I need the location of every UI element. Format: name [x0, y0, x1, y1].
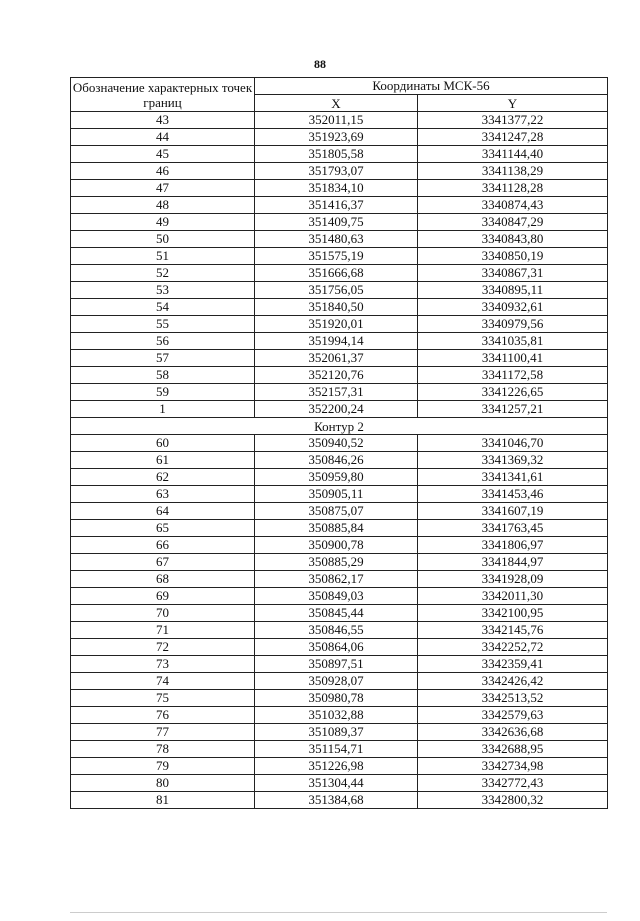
point-cell: 60	[71, 435, 255, 452]
table-row	[71, 316, 608, 333]
y-coordinate-cell: 3342579,63	[418, 707, 608, 724]
table-row	[71, 384, 608, 401]
table-row	[71, 690, 608, 707]
y-coordinate-cell: 3342011,30	[418, 588, 608, 605]
y-coordinate-cell: 3341806,97	[418, 537, 608, 554]
point-cell: 68	[71, 571, 255, 588]
table-row	[71, 435, 608, 452]
table-header	[71, 78, 608, 112]
y-coordinate-cell: 3340895,11	[418, 282, 608, 299]
point-cell: 65	[71, 520, 255, 537]
point-cell: 59	[71, 384, 255, 401]
y-coordinate-cell: 3342688,95	[418, 741, 608, 758]
y-coordinate-cell: 3342800,32	[418, 792, 608, 809]
point-cell: 49	[71, 214, 255, 231]
y-coordinate-cell: 3341226,65	[418, 384, 608, 401]
x-coordinate-cell: 352120,76	[255, 367, 418, 384]
point-cell: 67	[71, 554, 255, 571]
table-row	[71, 350, 608, 367]
table-row	[71, 248, 608, 265]
y-coordinate-cell: 3341046,70	[418, 435, 608, 452]
y-coordinate-cell: 3340932,61	[418, 299, 608, 316]
point-cell: 79	[71, 758, 255, 775]
point-cell: 48	[71, 197, 255, 214]
y-coordinate-cell: 3342513,52	[418, 690, 608, 707]
table-row	[71, 146, 608, 163]
y-coordinate-cell: 3341844,97	[418, 554, 608, 571]
x-coordinate-cell: 350875,07	[255, 503, 418, 520]
point-cell: 50	[71, 231, 255, 248]
table-row	[71, 367, 608, 384]
x-coordinate-cell: 350905,11	[255, 486, 418, 503]
y-coordinate-cell: 3341128,28	[418, 180, 608, 197]
y-coordinate-cell: 3341247,28	[418, 129, 608, 146]
x-coordinate-cell: 351923,69	[255, 129, 418, 146]
table-row	[71, 656, 608, 673]
x-coordinate-cell: 351805,58	[255, 146, 418, 163]
y-coordinate-cell: 3340843,80	[418, 231, 608, 248]
table-row	[71, 265, 608, 282]
table-row	[71, 707, 608, 724]
point-cell: 64	[71, 503, 255, 520]
x-coordinate-cell: 352157,31	[255, 384, 418, 401]
page-bottom-rule	[70, 912, 607, 913]
table-row	[71, 503, 608, 520]
section-row	[71, 418, 608, 435]
y-coordinate-cell: 3341763,45	[418, 520, 608, 537]
x-coordinate-cell: 352061,37	[255, 350, 418, 367]
table-body	[71, 112, 608, 809]
y-coordinate-cell: 3341144,40	[418, 146, 608, 163]
table-row	[71, 452, 608, 469]
point-cell: 57	[71, 350, 255, 367]
table-row	[71, 622, 608, 639]
x-coordinate-cell: 352011,15	[255, 112, 418, 129]
section-title: Контур 2	[71, 418, 608, 435]
table-row	[71, 673, 608, 690]
y-coordinate-cell: 3340867,31	[418, 265, 608, 282]
x-coordinate-cell: 351304,44	[255, 775, 418, 792]
y-column-header: Y	[418, 95, 608, 112]
table-row	[71, 758, 608, 775]
x-coordinate-cell: 350959,80	[255, 469, 418, 486]
y-coordinate-cell: 3341377,22	[418, 112, 608, 129]
x-coordinate-cell: 351793,07	[255, 163, 418, 180]
points-column-header: Обозначение характерных точек границ	[71, 78, 255, 112]
y-coordinate-cell: 3340874,43	[418, 197, 608, 214]
table-row	[71, 639, 608, 656]
table-row	[71, 197, 608, 214]
point-cell: 78	[71, 741, 255, 758]
table-row	[71, 554, 608, 571]
point-cell: 81	[71, 792, 255, 809]
table-row	[71, 469, 608, 486]
coords-column-header: Координаты МСК-56	[255, 78, 608, 95]
table-row	[71, 792, 608, 809]
x-coordinate-cell: 351480,63	[255, 231, 418, 248]
point-cell: 51	[71, 248, 255, 265]
point-cell: 58	[71, 367, 255, 384]
x-coordinate-cell: 351154,71	[255, 741, 418, 758]
table-row	[71, 163, 608, 180]
x-coordinate-cell: 350928,07	[255, 673, 418, 690]
y-coordinate-cell: 3342734,98	[418, 758, 608, 775]
y-coordinate-cell: 3340847,29	[418, 214, 608, 231]
x-coordinate-cell: 351384,68	[255, 792, 418, 809]
x-coordinate-cell: 350846,26	[255, 452, 418, 469]
x-coordinate-cell: 350862,17	[255, 571, 418, 588]
point-cell: 62	[71, 469, 255, 486]
x-coordinate-cell: 350885,84	[255, 520, 418, 537]
point-cell: 54	[71, 299, 255, 316]
table-row	[71, 129, 608, 146]
point-cell: 63	[71, 486, 255, 503]
y-coordinate-cell: 3341341,61	[418, 469, 608, 486]
x-coordinate-cell: 350900,78	[255, 537, 418, 554]
table-row	[71, 112, 608, 129]
x-coordinate-cell: 351666,68	[255, 265, 418, 282]
point-cell: 76	[71, 707, 255, 724]
table-row	[71, 520, 608, 537]
x-coordinate-cell: 351920,01	[255, 316, 418, 333]
point-cell: 47	[71, 180, 255, 197]
x-coordinate-cell: 350845,44	[255, 605, 418, 622]
x-coordinate-cell: 351032,88	[255, 707, 418, 724]
y-coordinate-cell: 3340979,56	[418, 316, 608, 333]
x-coordinate-cell: 350864,06	[255, 639, 418, 656]
table-row	[71, 299, 608, 316]
point-cell: 72	[71, 639, 255, 656]
y-coordinate-cell: 3341138,29	[418, 163, 608, 180]
table-row	[71, 571, 608, 588]
x-coordinate-cell: 350897,51	[255, 656, 418, 673]
table-row	[71, 605, 608, 622]
point-cell: 55	[71, 316, 255, 333]
point-cell: 74	[71, 673, 255, 690]
point-cell: 52	[71, 265, 255, 282]
x-coordinate-cell: 351226,98	[255, 758, 418, 775]
x-coordinate-cell: 351089,37	[255, 724, 418, 741]
x-column-header: X	[255, 95, 418, 112]
x-coordinate-cell: 351994,14	[255, 333, 418, 350]
x-coordinate-cell: 351756,05	[255, 282, 418, 299]
point-cell: 56	[71, 333, 255, 350]
y-coordinate-cell: 3341607,19	[418, 503, 608, 520]
point-cell: 43	[71, 112, 255, 129]
table-row	[71, 486, 608, 503]
point-cell: 66	[71, 537, 255, 554]
table-row	[71, 231, 608, 248]
point-cell: 75	[71, 690, 255, 707]
y-coordinate-cell: 3342426,42	[418, 673, 608, 690]
x-coordinate-cell: 351834,10	[255, 180, 418, 197]
y-coordinate-cell: 3341928,09	[418, 571, 608, 588]
table-row	[71, 741, 608, 758]
point-cell: 46	[71, 163, 255, 180]
x-coordinate-cell: 350980,78	[255, 690, 418, 707]
y-coordinate-cell: 3341369,32	[418, 452, 608, 469]
table-row	[71, 537, 608, 554]
y-coordinate-cell: 3341035,81	[418, 333, 608, 350]
point-cell: 53	[71, 282, 255, 299]
y-coordinate-cell: 3342772,43	[418, 775, 608, 792]
x-coordinate-cell: 351416,37	[255, 197, 418, 214]
x-coordinate-cell: 351840,50	[255, 299, 418, 316]
y-coordinate-cell: 3342252,72	[418, 639, 608, 656]
point-cell: 70	[71, 605, 255, 622]
x-coordinate-cell: 352200,24	[255, 401, 418, 418]
x-coordinate-cell: 351575,19	[255, 248, 418, 265]
y-coordinate-cell: 3342100,95	[418, 605, 608, 622]
table-row	[71, 180, 608, 197]
point-cell: 44	[71, 129, 255, 146]
table-row	[71, 214, 608, 231]
y-coordinate-cell: 3341257,21	[418, 401, 608, 418]
y-coordinate-cell: 3341172,58	[418, 367, 608, 384]
y-coordinate-cell: 3341100,41	[418, 350, 608, 367]
y-coordinate-cell: 3340850,19	[418, 248, 608, 265]
point-cell: 73	[71, 656, 255, 673]
x-coordinate-cell: 350940,52	[255, 435, 418, 452]
y-coordinate-cell: 3342636,68	[418, 724, 608, 741]
page-number: 88	[314, 57, 326, 71]
point-cell: 45	[71, 146, 255, 163]
x-coordinate-cell: 350849,03	[255, 588, 418, 605]
y-coordinate-cell: 3341453,46	[418, 486, 608, 503]
point-cell: 61	[71, 452, 255, 469]
x-coordinate-cell: 350846,55	[255, 622, 418, 639]
table-row	[71, 333, 608, 350]
y-coordinate-cell: 3342145,76	[418, 622, 608, 639]
table-row	[71, 401, 608, 418]
y-coordinate-cell: 3342359,41	[418, 656, 608, 673]
point-cell: 77	[71, 724, 255, 741]
table-row	[71, 282, 608, 299]
point-cell: 1	[71, 401, 255, 418]
table-row	[71, 588, 608, 605]
point-cell: 71	[71, 622, 255, 639]
table-row	[71, 775, 608, 792]
x-coordinate-cell: 351409,75	[255, 214, 418, 231]
x-coordinate-cell: 350885,29	[255, 554, 418, 571]
table-row	[71, 724, 608, 741]
point-cell: 69	[71, 588, 255, 605]
coordinates-table	[70, 77, 608, 809]
point-cell: 80	[71, 775, 255, 792]
